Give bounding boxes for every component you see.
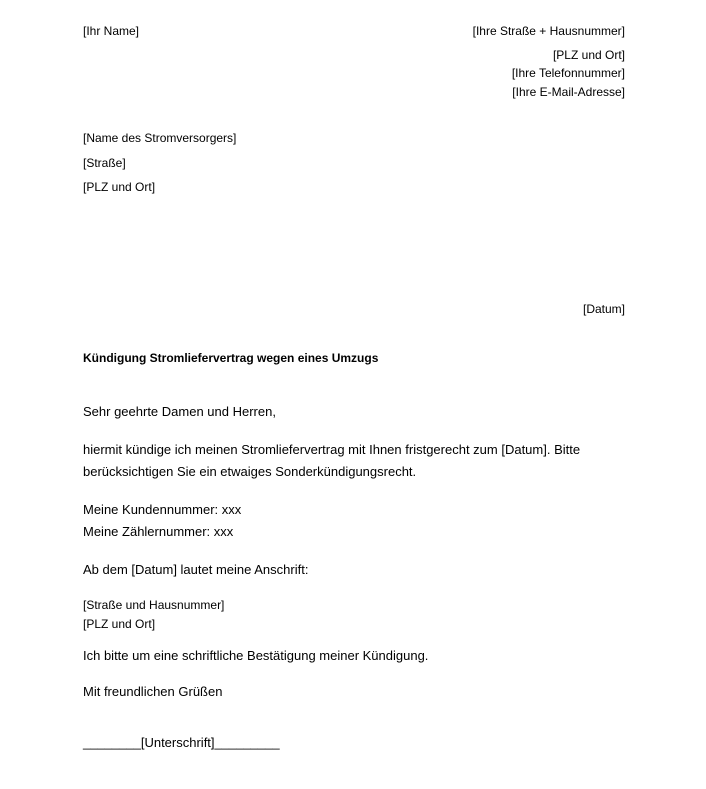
salutation: Sehr geehrte Damen und Herren, — [83, 404, 276, 419]
signature-line: ________[Unterschrift]_________ — [83, 735, 280, 750]
recipient-name: [Name des Stromversorgers] — [83, 131, 237, 145]
body-paragraph-line-1: hiermit kündige ich meinen Stromliefervertrag mit Ihnen fristgerecht zum [Datum]. Bitte — [83, 442, 581, 457]
sender-city: [PLZ und Ort] — [552, 48, 625, 62]
meter-number: Meine Zählernummer: xxx — [83, 524, 234, 539]
sender-name: [Ihr Name] — [83, 24, 140, 38]
sender-email: [Ihre E-Mail-Adresse] — [512, 85, 625, 99]
confirmation-request: Ich bitte um eine schriftliche Bestätigung meiner Kündigung. — [83, 648, 429, 663]
recipient-street: [Straße] — [83, 156, 126, 170]
sender-street: [Ihre Straße + Hausnummer] — [472, 24, 625, 38]
customer-number: Meine Kundennummer: xxx — [83, 502, 242, 517]
body-paragraph-line-2: berücksichtigen Sie ein etwaiges Sonderkündigungsrecht. — [83, 464, 417, 479]
new-address-street: [Straße und Hausnummer] — [83, 598, 225, 612]
letter-subject: Kündigung Stromliefervertrag wegen eines Umzugs — [83, 351, 379, 365]
sender-phone: [Ihre Telefonnummer] — [511, 66, 625, 80]
closing: Mit freundlichen Grüßen — [83, 684, 223, 699]
recipient-city: [PLZ und Ort] — [83, 180, 156, 194]
new-address-intro: Ab dem [Datum] lautet meine Anschrift: — [83, 562, 309, 577]
letter-date: [Datum] — [582, 302, 625, 316]
new-address-city: [PLZ und Ort] — [83, 617, 156, 631]
